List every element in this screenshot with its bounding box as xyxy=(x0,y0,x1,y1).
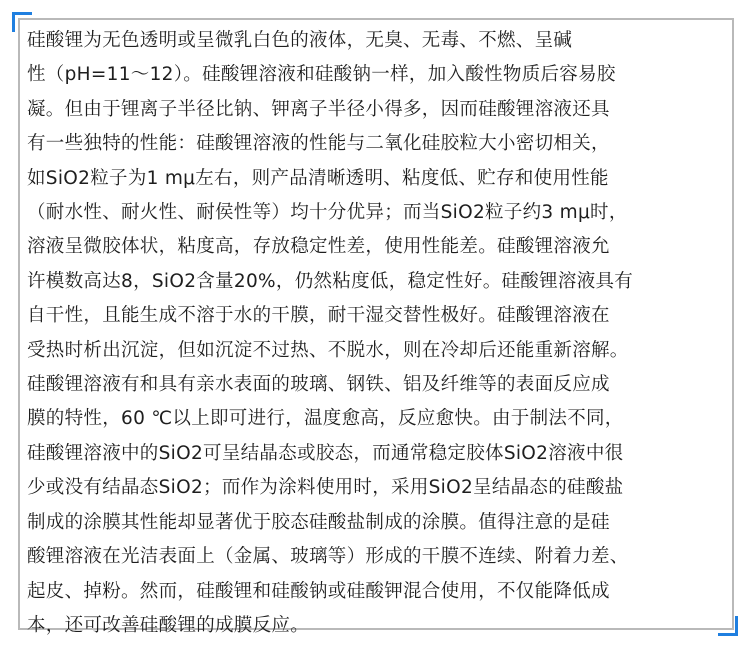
text-line: 如SiO2粒子为1 mμ左右，则产品清晰透明、粘度低、贮存和使用性能 xyxy=(27,167,609,189)
text-line: 制成的涂膜其性能却显著优于胶态硅酸盐制成的涂膜。值得注意的是硅 xyxy=(27,511,610,533)
text-line: 膜的特性，60 ℃以上即可进行，温度愈高，反应愈快。由于制法不同， xyxy=(27,408,624,430)
text-line: 有一些独特的性能：硅酸锂溶液的性能与二氧化硅胶粒大小密切相关， xyxy=(27,133,610,155)
text-line: 硅酸锂溶液中的SiO2可呈结晶态或胶态，而通常稳定胶体SiO2溶液中很 xyxy=(27,442,624,464)
text-line: 凝。但由于锂离子半径比钠、钾离子半径小得多，因而硅酸锂溶液还具 xyxy=(27,98,610,120)
text-line: 起皮、掉粉。然而，硅酸锂和硅酸钠或硅酸钾混合使用，不仅能降低成 xyxy=(27,580,610,602)
article-body xyxy=(27,24,725,643)
text-line: 溶液呈微胶体状，粘度高，存放稳定性差，使用性能差。硅酸锂溶液允 xyxy=(27,236,610,258)
text-line: 许模数高达8，SiO2含量20%，仍然粘度低，稳定性好。硅酸锂溶液具有 xyxy=(27,270,634,292)
text-line: 酸锂溶液在光洁表面上（金属、玻璃等）形成的干膜不连续、附着力差、 xyxy=(27,546,629,568)
text-line: （耐水性、耐火性、耐侯性等）均十分优异；而当SiO2粒子约3 mμ时， xyxy=(27,202,628,224)
text-line: 少或没有结晶态SiO2；而作为涂料使用时，采用SiO2呈结晶态的硅酸盐 xyxy=(27,477,624,499)
text-line: 性（pH=11～12）。硅酸锂溶液和硅酸钠一样，加入酸性物质后容易胶 xyxy=(27,64,616,86)
text-line: 受热时析出沉淀，但如沉淀不过热、不脱水，则在冷却后还能重新溶解。 xyxy=(27,339,629,361)
text-line: 硅酸锂溶液有和具有亲水表面的玻璃、钢铁、铝及纤维等的表面反应成 xyxy=(27,374,610,396)
text-line: 本，还可改善硅酸锂的成膜反应。 xyxy=(27,614,310,636)
text-line: 自干性，且能生成不溶于水的干膜，耐干湿交替性极好。硅酸锂溶液在 xyxy=(27,305,610,327)
text-line: 硅酸锂为无色透明或呈微乳白色的液体，无臭、无毒、不燃、呈碱 xyxy=(27,30,573,51)
